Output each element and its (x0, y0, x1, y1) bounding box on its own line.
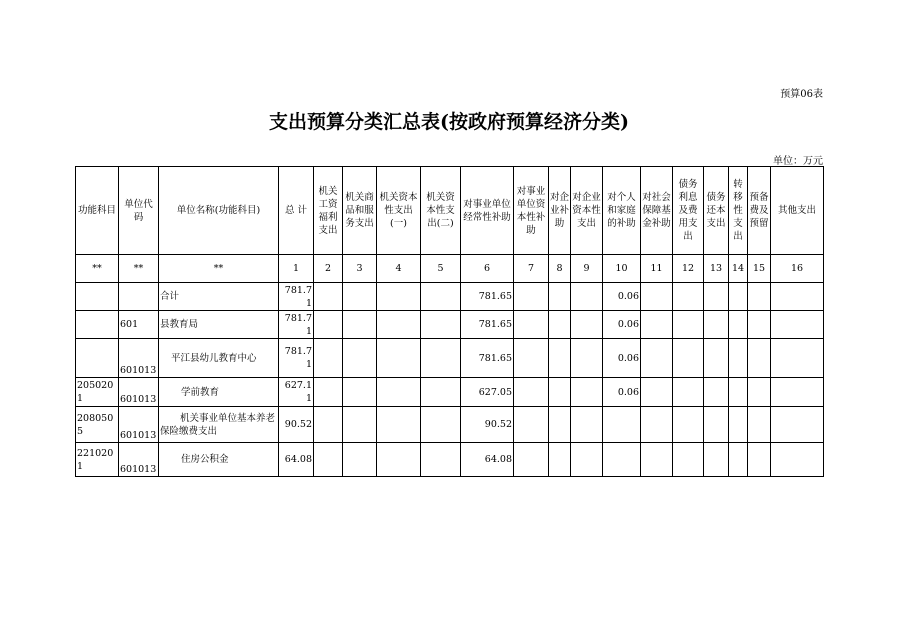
unit-code-cell (119, 283, 159, 311)
header-cell: 转移性支出 (729, 167, 748, 255)
header-cell: 对个人和家庭的补助 (603, 167, 641, 255)
function-code-cell: 2080505 (76, 407, 119, 443)
function-code-cell (76, 283, 119, 311)
unit-name-cell: 住房公积金 (159, 443, 279, 477)
index-cell: ** (119, 255, 159, 283)
household-subsidy-cell (603, 407, 641, 443)
header-cell: 预备费及预留 (748, 167, 771, 255)
function-code-cell: 2210201 (76, 443, 119, 477)
header-cell: 机关工资福利支出 (314, 167, 343, 255)
household-subsidy-cell: 0.06 (603, 283, 641, 311)
unit-label: 单位：万元 (773, 156, 823, 167)
index-cell: 6 (461, 255, 514, 283)
index-cell: 10 (603, 255, 641, 283)
header-cell: 其他支出 (771, 167, 824, 255)
header-cell: 对事业单位经常性补助 (461, 167, 514, 255)
header-cell: 对事业单位资本性补助 (514, 167, 549, 255)
index-cell: 1 (279, 255, 314, 283)
header-cell: 对社会保障基金补助 (641, 167, 673, 255)
total-cell: 781.71 (279, 283, 314, 311)
institution-subsidy-cell: 64.08 (461, 443, 514, 477)
header-row (76, 167, 824, 255)
institution-subsidy-cell: 781.65 (461, 283, 514, 311)
unit-code-cell: 601013 (119, 407, 159, 443)
table-row (76, 407, 824, 443)
header-cell: 功能科目 (76, 167, 119, 255)
index-cell: ** (159, 255, 279, 283)
institution-subsidy-cell: 781.65 (461, 339, 514, 378)
index-row (76, 255, 824, 283)
table-row (76, 311, 824, 339)
function-code-cell (76, 339, 119, 378)
unit-code-cell: 601013 (119, 443, 159, 477)
header-cell: 机关商品和服务支出 (343, 167, 377, 255)
function-code-cell (76, 311, 119, 339)
header-cell: 单位代码 (119, 167, 159, 255)
unit-code-cell: 601013 (119, 339, 159, 378)
index-cell: 14 (729, 255, 748, 283)
header-cell: 机关资本性支出(二) (421, 167, 461, 255)
total-cell: 64.08 (279, 443, 314, 477)
unit-name-cell: 合计 (159, 283, 279, 311)
form-number: 预算06表 (780, 89, 823, 100)
total-cell: 627.11 (279, 378, 314, 407)
header-cell: 对企业补助 (549, 167, 571, 255)
unit-name-cell: 县教育局 (159, 311, 279, 339)
index-cell: 9 (571, 255, 603, 283)
index-cell: ** (76, 255, 119, 283)
total-cell: 781.71 (279, 311, 314, 339)
function-code-cell: 2050201 (76, 378, 119, 407)
table-row (76, 339, 824, 378)
index-cell: 3 (343, 255, 377, 283)
index-cell: 5 (421, 255, 461, 283)
institution-subsidy-cell: 90.52 (461, 407, 514, 443)
header-cell: 单位名称(功能科目) (159, 167, 279, 255)
header-cell: 债务利息及费用支出 (673, 167, 704, 255)
institution-subsidy-cell: 627.05 (461, 378, 514, 407)
household-subsidy-cell: 0.06 (603, 378, 641, 407)
index-cell: 7 (514, 255, 549, 283)
unit-name-cell: 平江县幼儿教育中心 (159, 339, 279, 378)
unit-name-cell: 学前教育 (159, 378, 279, 407)
table-row (76, 378, 824, 407)
household-subsidy-cell: 0.06 (603, 311, 641, 339)
index-cell: 11 (641, 255, 673, 283)
unit-code-cell: 601013 (119, 378, 159, 407)
table-row (76, 443, 824, 477)
index-cell: 13 (704, 255, 729, 283)
header-cell: 总 计 (279, 167, 314, 255)
index-cell: 2 (314, 255, 343, 283)
page-title: 支出预算分类汇总表(按政府预算经济分类) (269, 111, 629, 133)
household-subsidy-cell: 0.06 (603, 339, 641, 378)
header-cell: 对企业资本性支出 (571, 167, 603, 255)
index-cell: 12 (673, 255, 704, 283)
index-cell: 8 (549, 255, 571, 283)
unit-code-cell: 601 (119, 311, 159, 339)
index-cell: 4 (377, 255, 421, 283)
unit-name-cell: 机关事业单位基本养老保险缴费支出 (159, 407, 279, 443)
table-row (76, 283, 824, 311)
index-cell: 16 (771, 255, 824, 283)
header-cell: 债务还本支出 (704, 167, 729, 255)
index-cell: 15 (748, 255, 771, 283)
institution-subsidy-cell: 781.65 (461, 311, 514, 339)
total-cell: 90.52 (279, 407, 314, 443)
household-subsidy-cell (603, 443, 641, 477)
expenditure-table (75, 166, 824, 477)
total-cell: 781.71 (279, 339, 314, 378)
header-cell: 机关资本性支出(一) (377, 167, 421, 255)
